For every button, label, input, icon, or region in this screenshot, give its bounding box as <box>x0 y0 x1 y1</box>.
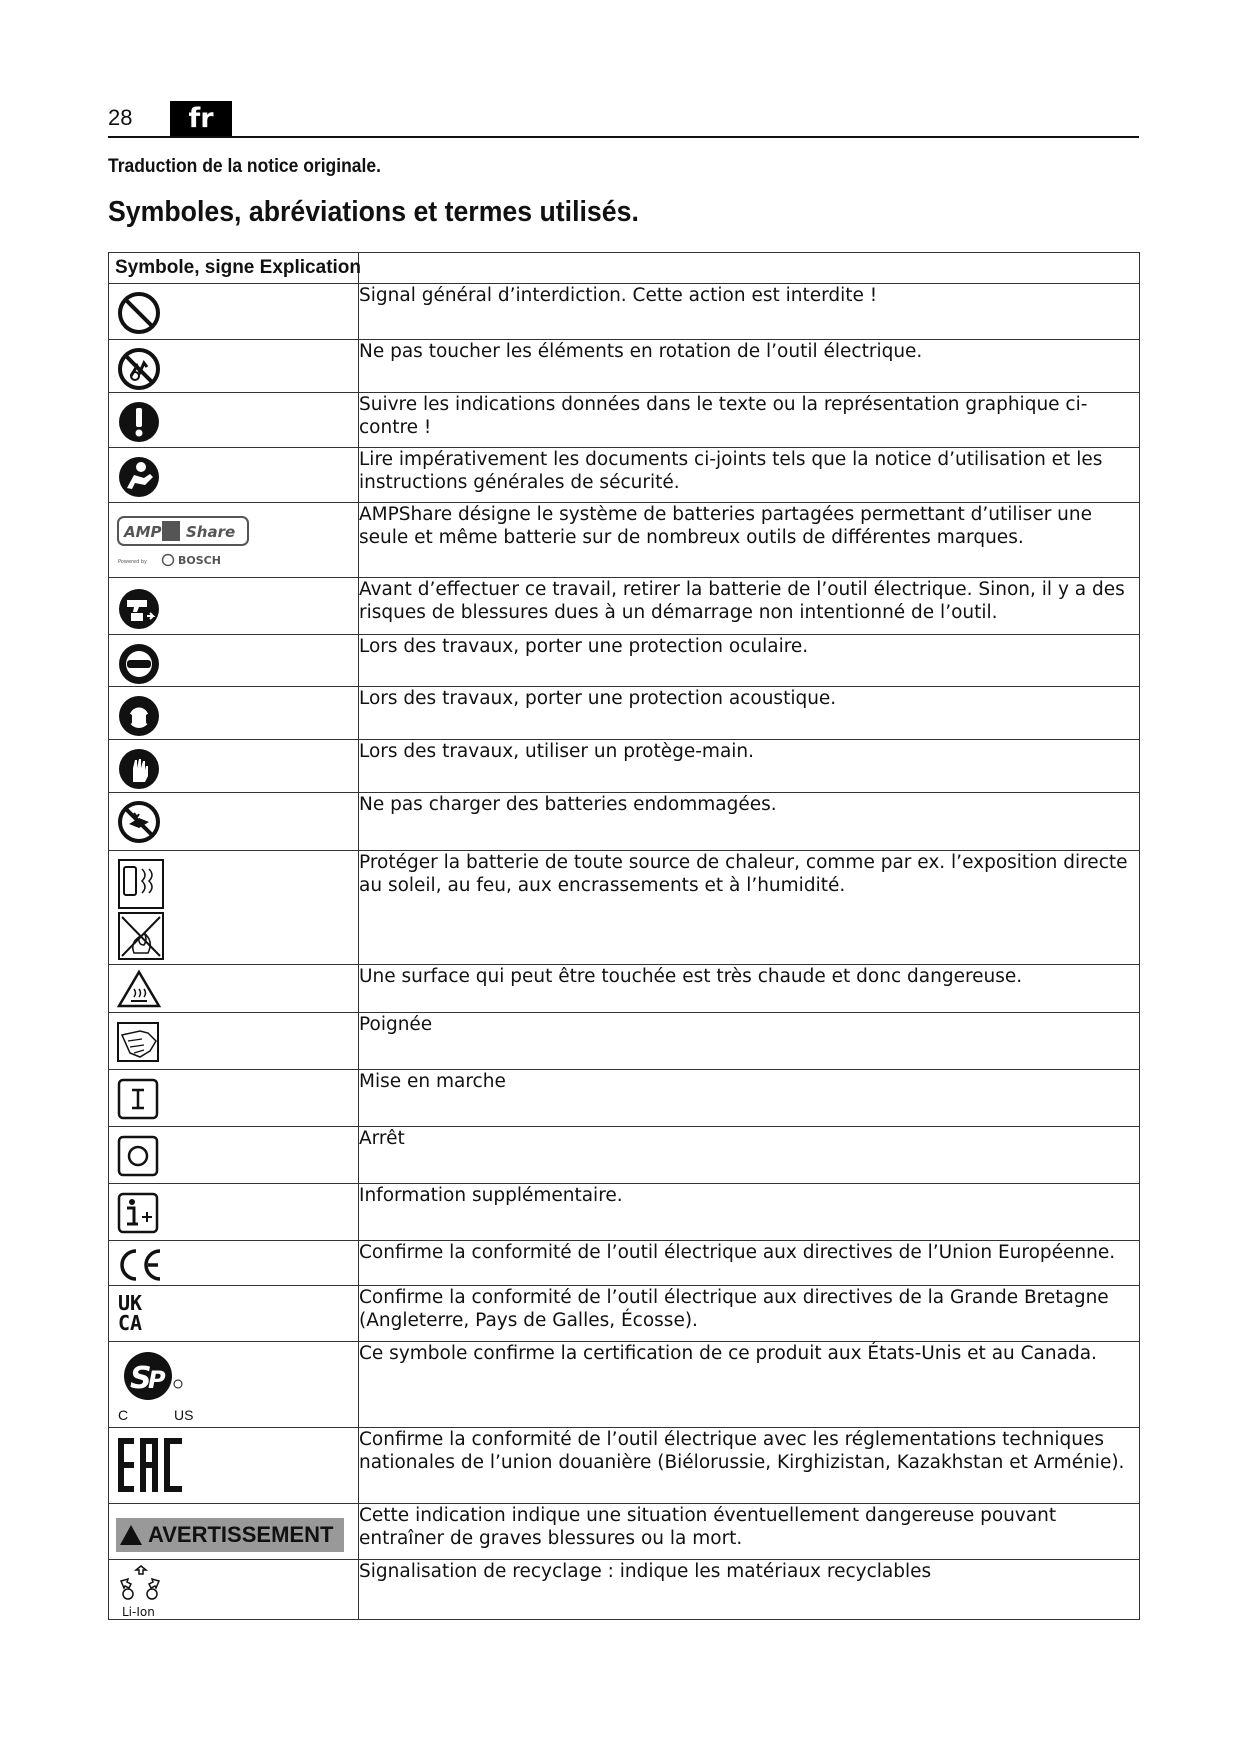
explanation-text: Lors des travaux, porter une protection acoustique. <box>359 687 1140 740</box>
explanation-text: Confirme la conformité de l’outil électrique aux directives de l’Union Européenne. <box>359 1241 1140 1286</box>
do-not-touch-rotating-icon <box>116 346 162 392</box>
subtitle: Traduction de la notice originale. <box>108 156 381 177</box>
table-row <box>109 578 1140 635</box>
table-row <box>109 1286 1140 1342</box>
table-row <box>109 740 1140 793</box>
column-header-symbol: Symbole, signe Explication <box>109 253 359 284</box>
table-row <box>109 851 1140 965</box>
explanation-text: Signalisation de recyclage : indique les matériaux recyclables <box>359 1560 1140 1620</box>
explanation-text: Confirme la conformité de l’outil électrique aux directives de la Grande Bretagne (Angleterre, Pays de Galles, Écosse). <box>359 1286 1140 1342</box>
ce-mark-icon <box>116 1245 166 1283</box>
read-manual-icon <box>116 454 162 500</box>
table-row <box>109 1504 1140 1560</box>
explanation-text: Ne pas toucher les éléments en rotation de l’outil électrique. <box>359 340 1140 393</box>
info-plus-icon <box>116 1190 162 1236</box>
table-row <box>109 340 1140 393</box>
table-row <box>109 1241 1140 1286</box>
mandatory-action-icon <box>116 399 162 445</box>
page-number: 28 <box>108 105 133 130</box>
explanation-text: AMPShare désigne le système de batteries partagées permettant d’utiliser une seule et même batterie sur de nombreux outils de différentes marques. <box>359 503 1140 578</box>
csa-us-text: US <box>174 1407 194 1423</box>
table-row <box>109 284 1140 340</box>
table-row <box>109 965 1140 1013</box>
explanation-text: Arrêt <box>359 1127 1140 1184</box>
table-row <box>109 1560 1140 1620</box>
table-row <box>109 1013 1140 1070</box>
explanation-text: Mise en marche <box>359 1070 1140 1127</box>
table-row <box>109 1342 1140 1428</box>
explanation-text: Une surface qui peut être touchée est très chaude et donc dangereuse. <box>359 965 1140 1013</box>
explanation-text: Ne pas charger des batteries endommagées. <box>359 793 1140 851</box>
header-divider <box>108 136 1139 138</box>
ampshare-bosch-text: BOSCH <box>178 554 221 567</box>
table-row <box>109 1428 1140 1504</box>
eye-protection-icon <box>116 641 162 687</box>
explanation-text: Suivre les indications données dans le texte ou la représentation graphique ci-contre ! <box>359 393 1140 448</box>
svg-text:S: S <box>130 1361 152 1396</box>
ampshare-logo <box>116 513 256 571</box>
explanation-text: Lire impérativement les documents ci-joints tels que la notice d’utilisation et les instructions générales de sécurité. <box>359 448 1140 503</box>
ampshare-powered-text: Powered by <box>118 559 147 565</box>
power-on-icon <box>116 1076 162 1122</box>
table-row <box>109 1184 1140 1241</box>
svg-text:P: P <box>148 1366 166 1394</box>
explanation-text: Protéger la batterie de toute source de chaleur, comme par ex. l’exposition directe au soleil, au feu, aux encrassements et à l’humidité. <box>359 851 1140 965</box>
handle-icon <box>116 1019 162 1065</box>
ukca-bottom-text: CA <box>118 1311 143 1334</box>
symbols-table <box>108 252 1140 1620</box>
table-header-row <box>109 253 1140 284</box>
recycling-li-ion-icon <box>116 1564 166 1620</box>
csa-c-text: C <box>118 1407 129 1423</box>
csa-mark-icon <box>116 1346 206 1424</box>
table-row <box>109 687 1140 740</box>
ampshare-amp-text: AMP <box>124 523 162 541</box>
table-row <box>109 1127 1140 1184</box>
ampshare-share-text: Share <box>186 523 236 541</box>
hot-surface-icon <box>116 969 162 1009</box>
eac-mark-icon <box>116 1434 188 1498</box>
page-title: Symboles, abréviations et termes utilisés. <box>108 196 639 228</box>
warning-triangle-icon <box>120 1525 142 1545</box>
explanation-text: Avant d’effectuer ce travail, retirer la batterie de l’outil électrique. Sinon, il y a des risques de blessures dues à un démarrage non intentionné de l’outil. <box>359 578 1140 635</box>
explanation-text: Cette indication indique une situation éventuellement dangereuse pouvant entraîner de graves blessures ou la mort. <box>359 1504 1140 1560</box>
table-row <box>109 793 1140 851</box>
ukca-top-text: UK <box>118 1291 143 1315</box>
warning-word: AVERTISSEMENT <box>148 1522 334 1547</box>
table-row <box>109 1070 1140 1127</box>
column-header-blank <box>359 253 1140 284</box>
warning-label <box>116 1518 344 1552</box>
explanation-text: Lors des travaux, porter une protection oculaire. <box>359 635 1140 687</box>
explanation-text: Information supplémentaire. <box>359 1184 1140 1241</box>
battery-heat-moisture-icon <box>116 857 166 963</box>
ukca-mark-icon <box>116 1290 156 1334</box>
explanation-text: Confirme la conformité de l’outil électrique avec les réglementations techniques nationales de l’union douanière (Biélorussie, Kirghizistan, Kazakhstan et Arménie). <box>359 1428 1140 1504</box>
table-row <box>109 448 1140 503</box>
table-row <box>109 635 1140 687</box>
table-row <box>109 393 1140 448</box>
explanation-text: Lors des travaux, utiliser un protège-main. <box>359 740 1140 793</box>
explanation-text: Signal général d’interdiction. Cette action est interdite ! <box>359 284 1140 340</box>
recycle-label-text: Li-Ion <box>122 1605 155 1619</box>
hearing-protection-icon <box>116 693 162 739</box>
language-badge: fr <box>170 101 232 137</box>
table-row <box>109 503 1140 578</box>
power-off-icon <box>116 1133 162 1179</box>
remove-battery-icon <box>116 586 162 632</box>
explanation-text: Poignée <box>359 1013 1140 1070</box>
prohibition-icon <box>116 290 162 336</box>
no-damaged-battery-icon <box>116 799 162 845</box>
hand-protection-icon <box>116 746 162 792</box>
explanation-text: Ce symbole confirme la certification de ce produit aux États-Unis et au Canada. <box>359 1342 1140 1428</box>
